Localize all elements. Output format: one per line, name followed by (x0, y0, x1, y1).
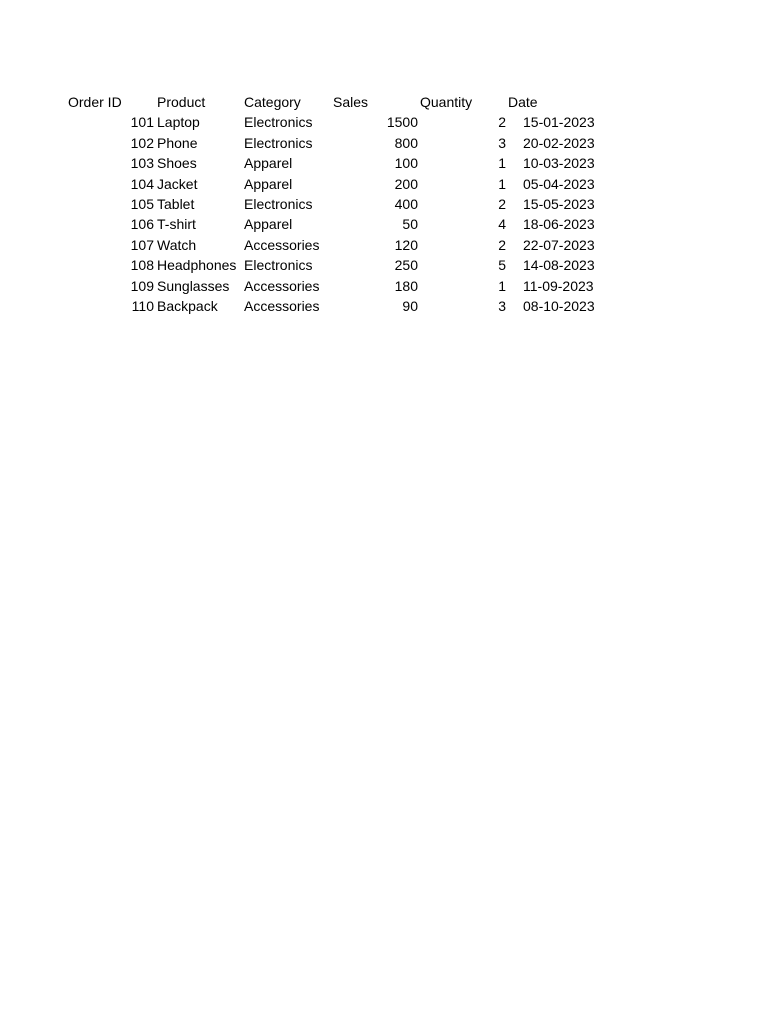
cell-product: Backpack (157, 297, 218, 314)
cell-date: 15-01-2023 (523, 114, 595, 131)
cell-sales: 180 (394, 277, 418, 294)
cell-date: 22-07-2023 (523, 236, 595, 253)
cell-order-id: 108 (130, 257, 154, 274)
cell-date: 11-09-2023 (523, 277, 594, 294)
cell-sales: 100 (394, 155, 418, 172)
table-row (0, 174, 768, 194)
table-row (0, 296, 768, 316)
cell-product: Shoes (157, 155, 197, 172)
table-row (0, 133, 768, 153)
cell-category: Electronics (244, 257, 313, 274)
cell-category: Electronics (244, 134, 313, 151)
cell-date: 20-02-2023 (523, 134, 595, 151)
cell-quantity: 5 (498, 257, 506, 274)
cell-order-id: 103 (130, 155, 154, 172)
cell-category: Apparel (244, 216, 293, 233)
header-quantity: Quantity (420, 94, 473, 110)
cell-quantity: 2 (498, 195, 506, 212)
cell-sales: 200 (394, 175, 418, 192)
cell-product: T-shirt (157, 216, 196, 233)
cell-date: 15-05-2023 (523, 195, 595, 212)
cell-quantity: 1 (498, 277, 506, 294)
table-row (0, 214, 768, 234)
cell-category: Apparel (244, 155, 293, 172)
cell-quantity: 3 (498, 297, 506, 314)
cell-date: 14-08-2023 (523, 257, 595, 274)
cell-order-id: 101 (130, 114, 154, 131)
cell-order-id: 109 (130, 277, 154, 294)
header-date: Date (508, 94, 538, 110)
cell-sales: 50 (402, 216, 418, 233)
cell-category: Electronics (244, 195, 313, 212)
table-row (0, 194, 768, 214)
cell-product: Laptop (157, 114, 200, 131)
cell-category: Electronics (244, 114, 313, 131)
cell-product: Sunglasses (157, 277, 230, 294)
cell-product: Jacket (157, 175, 198, 192)
header-category: Category (244, 94, 301, 110)
header-order-id: Order ID (68, 94, 122, 110)
cell-sales: 120 (394, 236, 418, 253)
table-row (0, 276, 768, 296)
table-row (0, 112, 768, 132)
table-row (0, 235, 768, 255)
table-row (0, 255, 768, 275)
orders-table (0, 92, 768, 316)
cell-date: 18-06-2023 (523, 216, 595, 233)
cell-quantity: 3 (498, 134, 506, 151)
table-header-row (0, 92, 768, 112)
cell-sales: 250 (394, 257, 418, 274)
cell-category: Apparel (244, 175, 293, 192)
cell-date: 10-03-2023 (523, 155, 595, 172)
cell-quantity: 1 (498, 175, 506, 192)
cell-order-id: 107 (130, 236, 154, 253)
cell-order-id: 105 (130, 195, 154, 212)
cell-sales: 90 (402, 297, 418, 314)
cell-product: Tablet (157, 195, 195, 212)
cell-date: 08-10-2023 (523, 297, 595, 314)
cell-sales: 1500 (386, 114, 418, 131)
cell-product: Headphones (157, 257, 237, 274)
cell-category: Accessories (244, 297, 320, 314)
table-row (0, 153, 768, 173)
cell-quantity: 2 (498, 114, 506, 131)
cell-product: Watch (157, 236, 197, 253)
cell-quantity: 1 (498, 155, 506, 172)
cell-order-id: 102 (130, 134, 154, 151)
header-sales: Sales (333, 94, 369, 110)
cell-quantity: 4 (498, 216, 506, 233)
cell-category: Accessories (244, 236, 320, 253)
cell-category: Accessories (244, 277, 320, 294)
cell-sales: 400 (394, 195, 418, 212)
cell-order-id: 110 (131, 297, 154, 314)
cell-product: Phone (157, 134, 198, 151)
cell-sales: 800 (394, 134, 418, 151)
header-product: Product (157, 94, 206, 110)
cell-order-id: 104 (130, 175, 154, 192)
cell-quantity: 2 (498, 236, 506, 253)
cell-order-id: 106 (130, 216, 154, 233)
cell-date: 05-04-2023 (523, 175, 595, 192)
